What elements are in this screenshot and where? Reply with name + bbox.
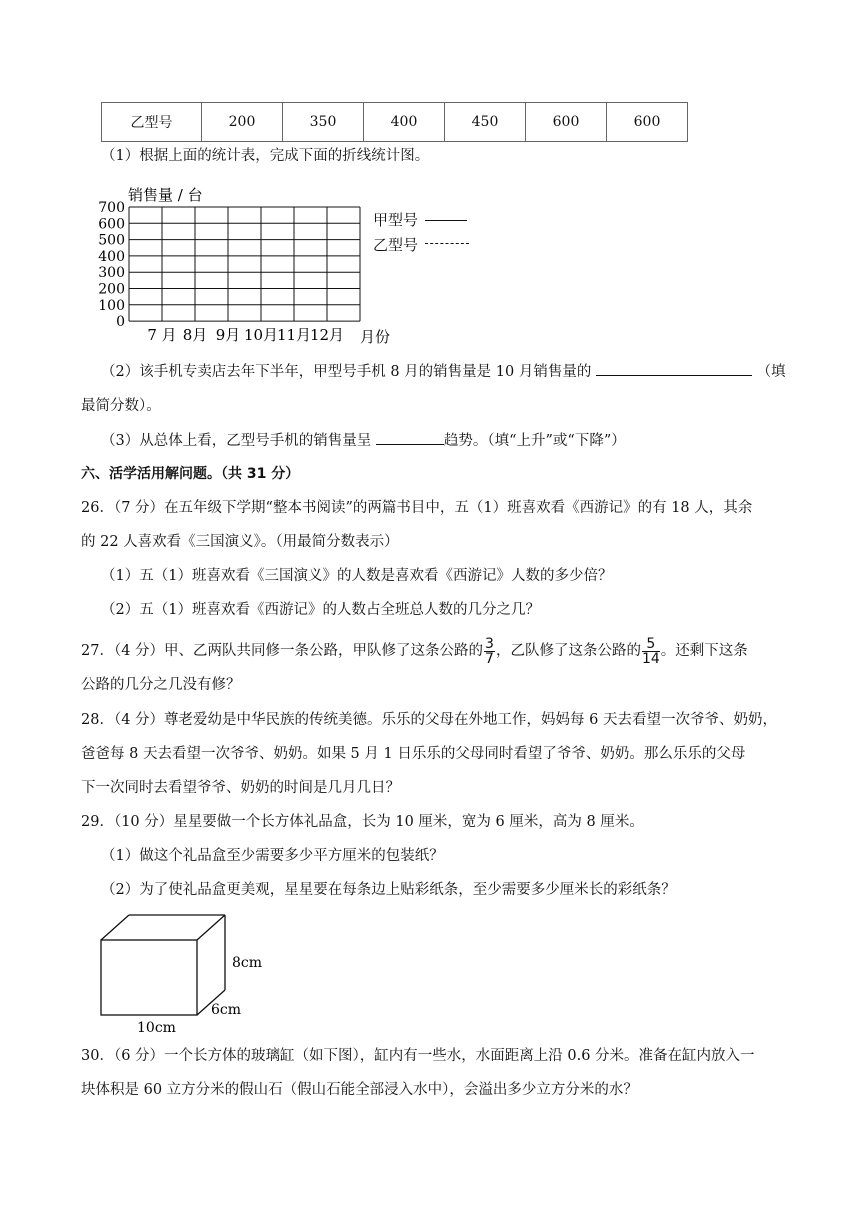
x-tick-label: 11月: [276, 326, 312, 345]
q26-sub2: （2）五（1）班喜欢看《西游记》的人数占全班总人数的几分之几？: [101, 602, 540, 618]
q28-line1: 28．（4 分）尊老爱幼是中华民族的传统美德。乐乐的父母在外地工作，妈妈每 6 天去看望一次爷爷、奶奶，: [81, 712, 777, 728]
x-tick-label: 9月: [215, 326, 241, 345]
q25-part2-cont: 最简分数）。: [81, 398, 161, 414]
chart-ylabel: 销售量 / 台: [128, 186, 203, 204]
x-tick-label: 7 月: [147, 326, 177, 345]
table-cell: 200: [202, 103, 283, 142]
legend-label: 甲型号: [373, 211, 419, 229]
q28-line3: 下一次同时去看望爷爷、奶奶的时间是几月几日？: [81, 780, 400, 796]
fraction: $\frac{3}{7}$: [485, 635, 494, 667]
x-tick-label: 12月: [309, 326, 345, 345]
legend-label: 乙型号: [373, 236, 419, 254]
length-label: 10cm: [137, 1020, 176, 1036]
q29-sub1: （1）做这个礼品盒至少需要多少平方厘米的包装纸？: [101, 848, 444, 864]
x-tick-label: 10月: [243, 326, 279, 345]
y-tick-label: 0: [116, 314, 125, 331]
y-tick-label: 200: [98, 281, 125, 298]
section-title: 六、活学活用解问题。（共 31 分）: [81, 466, 300, 482]
chart-grid: [129, 207, 360, 321]
q29-line1: 29．（10 分）星星要做一个长方体礼品盒，长为 10 厘米，宽为 6 厘米，高为 8 厘米。: [81, 814, 644, 830]
q25-part3: （3）从总体上看，乙型号手机的销售量呈 趋势。（填“上升”或“下降”）: [101, 430, 626, 451]
legend-solid-line: [425, 220, 467, 221]
chart-yticks: [98, 200, 125, 330]
q30-line2: 块体积是 60 立方分米的假山石（假山石能全部浸入水中），会溢出多少立方分米的水？: [81, 1082, 638, 1098]
y-tick-label: 300: [98, 265, 125, 282]
q27-line2: 公路的几分之几没有修？: [81, 677, 241, 693]
y-tick-label: 700: [98, 200, 125, 216]
table-cell: 600: [526, 103, 607, 142]
legend-dashed-line: [425, 243, 469, 244]
q26-line1: 26．（7 分）在五年级下学期“整本书阅读”的两篇书目中，五（1）班喜欢看《西游记》的有 18 人，其余: [81, 500, 753, 516]
width-label: 6cm: [211, 1002, 242, 1018]
legend-item-yi: [373, 235, 418, 255]
cuboid-figure: [95, 910, 285, 1040]
q26-line2: 的 22 人喜欢看《三国演义》。（用最简分数表示）: [81, 534, 399, 550]
stat-table: [101, 102, 688, 142]
table-cell: 350: [283, 103, 364, 142]
line-chart: [90, 180, 410, 350]
answer-blank[interactable]: [596, 361, 752, 376]
y-tick-label: 400: [98, 248, 125, 265]
q30-line1: 30．（6 分）一个长方体的玻璃缸（如下图），缸内有一些水，水面距离上沿 0.6 分米。准备在缸内放入一: [81, 1048, 755, 1064]
q28-line2: 爸爸每 8 天去看望一次爷爷、奶奶。如果 5 月 1 日乐乐的父母同时看望了爷爷、奶奶。那么乐乐的父母: [81, 746, 746, 762]
table-cell: 600: [607, 103, 688, 142]
fraction: $\frac{5}{14}$: [641, 635, 660, 667]
legend-item-jia: [373, 210, 418, 230]
q25-part2: （2）该手机专卖店去年下半年，甲型号手机 8 月的销售量是 10 月销售量的 （填: [101, 361, 786, 382]
q29-sub2: （2）为了使礼品盒更美观，星星要在每条边上贴彩纸条，至少需要多少厘米长的彩纸条？: [101, 882, 676, 898]
table-cell: 400: [364, 103, 445, 142]
q25-part1: （1）根据上面的统计表，完成下面的折线统计图。: [101, 148, 430, 164]
table-row-label: 乙型号: [102, 103, 202, 142]
chart-xticks: [147, 326, 344, 344]
y-tick-label: 600: [98, 216, 125, 233]
x-tick-label: 8月: [182, 326, 208, 345]
answer-blank[interactable]: [376, 430, 444, 445]
q27-line1: 27．（4 分）甲、乙两队共同修一条公路，甲队修了这条公路的 $\frac{3}{7}$ ，乙队修了这条公路的 $\frac{5}{14}$ 。还剩下这条: [81, 635, 748, 667]
table-row: [102, 103, 688, 142]
table-cell: 450: [445, 103, 526, 142]
y-tick-label: 500: [98, 232, 125, 249]
height-label: 8cm: [232, 955, 263, 971]
y-tick-label: 100: [98, 297, 125, 314]
chart-xlabel: 月份: [360, 328, 391, 346]
q26-sub1: （1）五（1）班喜欢看《三国演义》的人数是喜欢看《西游记》人数的多少倍？: [101, 568, 613, 584]
